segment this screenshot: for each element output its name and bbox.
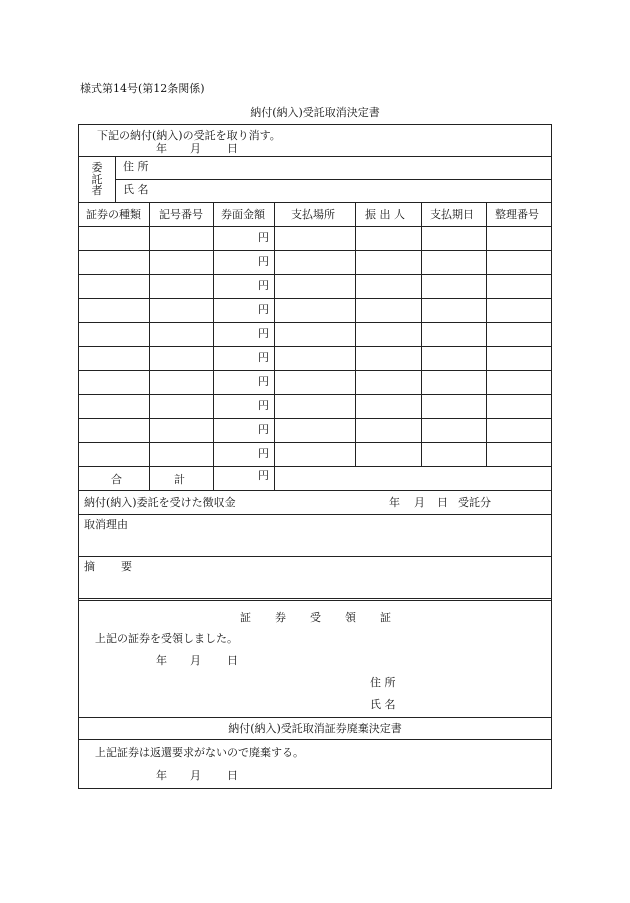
double-divider bbox=[79, 598, 551, 601]
form-frame bbox=[78, 124, 552, 789]
cancel-statement: 下記の納付(納入)の受託を取り消す。 bbox=[97, 129, 281, 142]
cancel-date-month: 月 bbox=[190, 142, 201, 155]
yen-unit: 円 bbox=[258, 447, 269, 460]
collection-suffix: 受託分 bbox=[458, 496, 491, 509]
disposal-date-day: 日 bbox=[227, 769, 238, 782]
header-due-date: 支払期日 bbox=[430, 208, 474, 221]
divider bbox=[79, 739, 551, 740]
header-payment-place: 支払場所 bbox=[291, 208, 335, 221]
total-label-1: 合 bbox=[111, 473, 122, 486]
collection-date-year: 年 bbox=[389, 496, 400, 509]
disposal-date-year: 年 bbox=[156, 769, 167, 782]
cancel-date-day: 日 bbox=[227, 142, 238, 155]
document-title: 納付(納入)受託取消決定書 bbox=[250, 106, 380, 119]
header-drawer: 振 出 人 bbox=[365, 208, 405, 221]
disposal-date-month: 月 bbox=[190, 769, 201, 782]
yen-unit: 円 bbox=[258, 423, 269, 436]
receipt-title-char: 受 bbox=[310, 611, 321, 624]
receipt-date-month: 月 bbox=[190, 654, 201, 667]
receipt-title-char: 券 bbox=[275, 611, 286, 624]
yen-unit: 円 bbox=[258, 375, 269, 388]
receipt-title-char: 証 bbox=[380, 611, 391, 624]
cancel-date-year: 年 bbox=[156, 142, 167, 155]
yen-unit: 円 bbox=[258, 327, 269, 340]
divider bbox=[79, 514, 551, 515]
divider bbox=[79, 156, 551, 157]
receipt-name-label: 氏 名 bbox=[370, 698, 396, 711]
disposal-statement: 上記証券は返還要求がないので廃棄する。 bbox=[95, 746, 304, 759]
remarks-label-2: 要 bbox=[121, 560, 132, 573]
receipt-date-year: 年 bbox=[156, 654, 167, 667]
client-row-divider bbox=[115, 179, 551, 180]
client-name-label: 氏 名 bbox=[123, 183, 149, 196]
divider bbox=[79, 490, 551, 491]
collection-date-month: 月 bbox=[414, 496, 425, 509]
form-number: 様式第14号(第12条関係) bbox=[80, 82, 205, 95]
collection-label: 納付(納入)委託を受けた徴収金 bbox=[84, 496, 236, 509]
receipt-title-char: 領 bbox=[345, 611, 356, 624]
divider bbox=[79, 717, 551, 718]
header-security-type: 証券の種類 bbox=[86, 208, 141, 221]
collection-date-day: 日 bbox=[437, 496, 448, 509]
header-face-amount: 券面金額 bbox=[221, 208, 265, 221]
yen-unit: 円 bbox=[258, 303, 269, 316]
header-reference-number: 整理番号 bbox=[495, 208, 539, 221]
disposal-title: 納付(納入)受託取消証券廃棄決定書 bbox=[228, 722, 402, 735]
total-yen-unit: 円 bbox=[258, 469, 269, 482]
yen-unit: 円 bbox=[258, 399, 269, 412]
receipt-title-char: 証 bbox=[240, 611, 251, 624]
total-label-2: 計 bbox=[174, 473, 185, 486]
cancel-reason-label: 取消理由 bbox=[84, 518, 128, 531]
yen-unit: 円 bbox=[258, 231, 269, 244]
yen-unit: 円 bbox=[258, 255, 269, 268]
divider bbox=[79, 556, 551, 557]
receipt-statement: 上記の証券を受領しました。 bbox=[95, 632, 238, 645]
client-label: 委 託 者 bbox=[91, 161, 103, 198]
remarks-label-1: 摘 bbox=[84, 560, 95, 573]
yen-unit: 円 bbox=[258, 351, 269, 364]
client-address-label: 住 所 bbox=[123, 160, 149, 173]
header-serial-number: 記号番号 bbox=[159, 208, 203, 221]
yen-unit: 円 bbox=[258, 279, 269, 292]
receipt-date-day: 日 bbox=[227, 654, 238, 667]
receipt-address-label: 住 所 bbox=[370, 676, 396, 689]
